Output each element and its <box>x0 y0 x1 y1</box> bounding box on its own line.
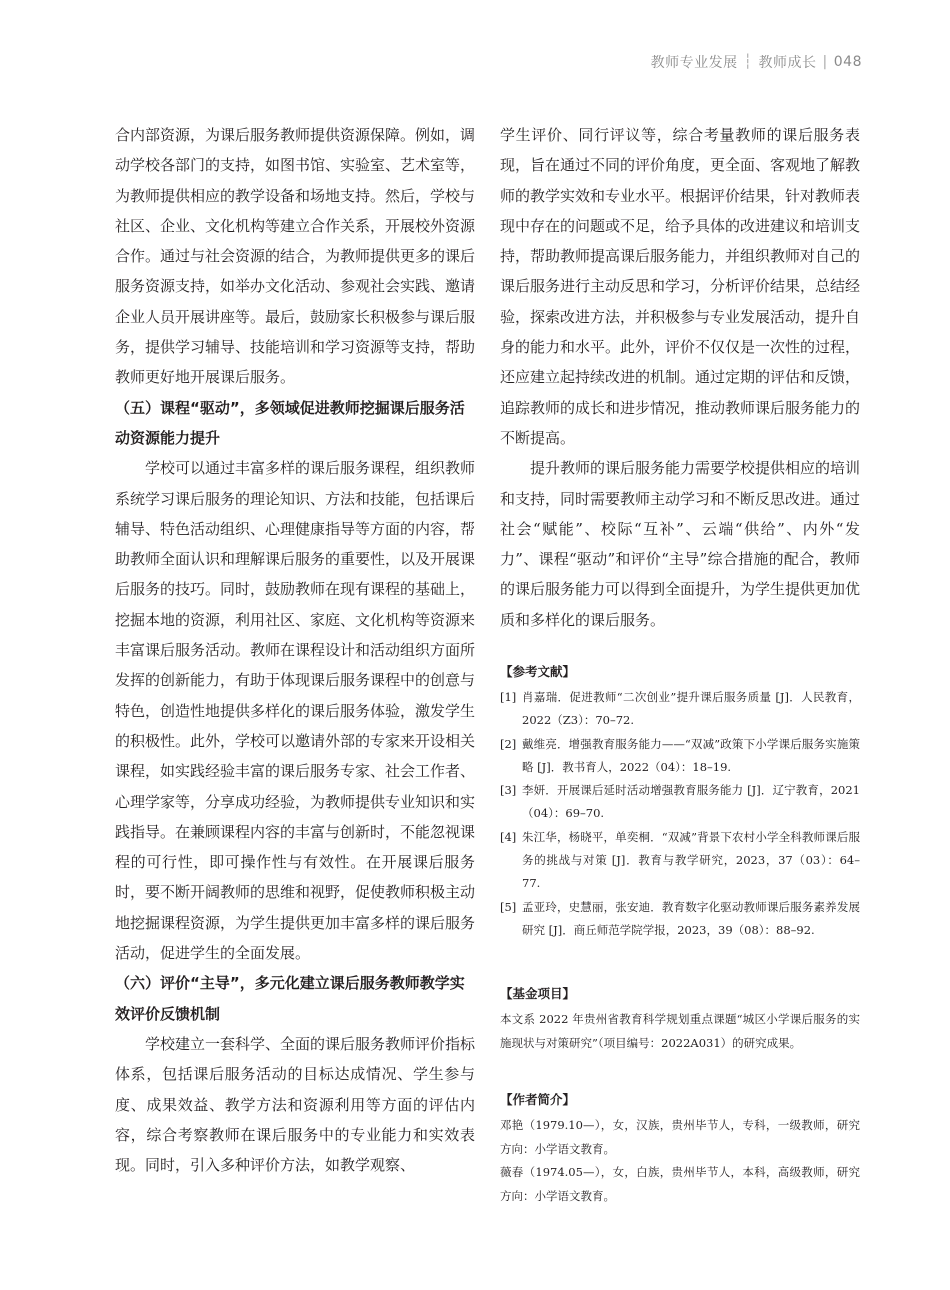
right-column <box>500 120 860 635</box>
conclusion-paragraph: 提升教师的课后服务能力需要学校提供相应的培训和支持，同时需要教师主动学习和不断反思改进。通过社会“赋能”、校际“互补”、云端“供给”、内外“发力”、课程“驱动”和评价“主导”综合措施的配合，教师的课后服务能力可以得到全面提升，为学生提供更加优质和多样化的课后服务。 <box>500 459 861 629</box>
reference-list <box>500 686 860 942</box>
header-divider: | <box>822 54 828 70</box>
reference-number: [5] <box>500 899 517 914</box>
reference-text: 朱江华，杨晓平，单奕桐．“双减”背景下农村小学全科教师课后服务的挑战与对策 [J]．教育与教学研究，2023，37（03）：64–77. <box>522 829 860 891</box>
references-section <box>500 662 860 942</box>
page-number: 048 <box>833 54 862 70</box>
reference-text: 肖嘉瑞．促进教师“二次创业”提升课后服务质量 [J]．人民教育，2022（Z3）：70–72. <box>522 690 860 728</box>
authors-title: 【作者简介】 <box>500 1092 576 1107</box>
author-bio: 薇春（1974.05—），女，白族，贵州毕节人，本科，高级教师，研究方向：小学语文教育。 <box>500 1165 860 1203</box>
reference-item <box>500 686 860 733</box>
fund-text: 本文系 2022 年贵州省教育科学规划重点课题“城区小学课后服务的实施现状与对策研究”（项目编号：2022A031）的研究成果。 <box>500 1012 860 1050</box>
body-paragraph: 合内部资源，为课后服务教师提供资源保障。例如，调动学校各部门的支持，如图书馆、实验室、艺术室等，为教师提供相应的教学设备和场地支持。然后，学校与社区、企业、文化机构等建立合作关系，开展校外资源合作。通过与社会资源的结合，为教师提供更多的课后服务资源支持，如举办文化活动、参观社会实践、邀请企业人员开展讲座等。最后，鼓励家长积极参与课后服务，提供学习辅导、技能培训和学习资源等支持，帮助教师更好地开展课后服务。 <box>115 126 476 387</box>
header-separator: ┆ <box>743 54 753 70</box>
body-paragraph: 学校可以通过丰富多样的课后服务课程，组织教师系统学习课后服务的理论知识、方法和技能，包括课后辅导、特色活动组织、心理健康指导等方面的内容，帮助教师全面认识和理解课后服务的重要性，以及开展课后服务的技巧。同时，鼓励教师在现有课程的基础上，挖掘本地的资源，利用社区、家庭、文化机构等资源来丰富课后服务活动。教师在课程设计和活动组织方面所发挥的创新能力，有助于体现课后服务课程中的创意与特色，创造性地提供多样化的课后服务体验，激发学生的积极性。此外，学校可以邀请外部的专家来开设相关课程，如实践经验丰富的课后服务专家、社会工作者、心理学家等，分享成功经验，为教师提供专业知识和实践指导。在兼顾课程内容的丰富与创新时，不能忽视课程的可行性，即可操作性与有效性。在开展课后服务时，要不断开阔教师的思维和视野，促使教师积极主动地挖掘课程资源，为学生提供更加丰富多样的课后服务活动，促进学生的全面发展。 <box>115 459 476 963</box>
fund-section <box>500 984 860 1055</box>
reference-item <box>500 826 860 896</box>
section-heading-6: （六）评价“主导”，多元化建立课后服务教师教学实效评价反馈机制 <box>115 974 465 1023</box>
reference-number: [2] <box>500 736 517 751</box>
header-subcategory: 教师成长 <box>758 55 817 71</box>
reference-text: 李妍．开展课后延时活动增强教育服务能力 [J]．辽宁教育，2021（04）：69–70. <box>522 783 860 821</box>
left-column <box>115 120 475 1180</box>
author-bio: 邓艳（1979.10—），女，汉族，贵州毕节人，专科，一级教师，研究方向：小学语文教育。 <box>500 1118 860 1156</box>
reference-number: [1] <box>500 690 517 704</box>
section-heading-5: （五）课程“驱动”，多领域促进教师挖掘课后服务活动资源能力提升 <box>115 398 465 447</box>
reference-number: [3] <box>500 783 517 798</box>
fund-title: 【基金项目】 <box>500 986 576 1001</box>
reference-item <box>500 733 860 780</box>
reference-item <box>500 896 860 943</box>
reference-item <box>500 779 860 826</box>
body-paragraph: 学生评价、同行评议等，综合考量教师的课后服务表现，旨在通过不同的评价角度，更全面、客观地了解教师的教学实效和专业水平。根据评价结果，针对教师表现中存在的问题或不足，给予具体的改进建议和培训支持，帮助教师提高课后服务能力，并组织教师对自己的课后服务进行主动反思和学习，分析评价结果，总结经验，探索改进方法，并积极参与专业发展活动，提升自身的能力和水平。此外，评价不仅仅是一次性的过程，还应建立起持续改进的机制。通过定期的评估和反馈，追踪教师的成长和进步情况，推动教师课后服务能力的不断提高。 <box>500 126 861 447</box>
body-paragraph: 学校建立一套科学、全面的课后服务教师评价指标体系，包括课后服务活动的目标达成情况、学生参与度、成果效益、教学方法和资源利用等方面的评估内容，综合考察教师在课后服务中的专业能力和实效表现。同时，引入多种评价方法，如教学观察、 <box>115 1034 476 1175</box>
references-title: 【参考文献】 <box>500 664 576 679</box>
page-header <box>651 52 862 72</box>
reference-text: 孟亚玲，史慧丽，张安迪．教育数字化驱动教师课后服务素养发展研究 [J]．商丘师范学院学报，2023，39（08）：88–92. <box>522 899 860 937</box>
header-category: 教师专业发展 <box>650 55 738 71</box>
reference-text: 戴维亮．增强教育服务能力——“双减”政策下小学课后服务实施策略 [J]．教书育人，2022（04）：18–19. <box>522 736 860 774</box>
reference-number: [4] <box>500 829 517 844</box>
authors-section <box>500 1090 860 1208</box>
